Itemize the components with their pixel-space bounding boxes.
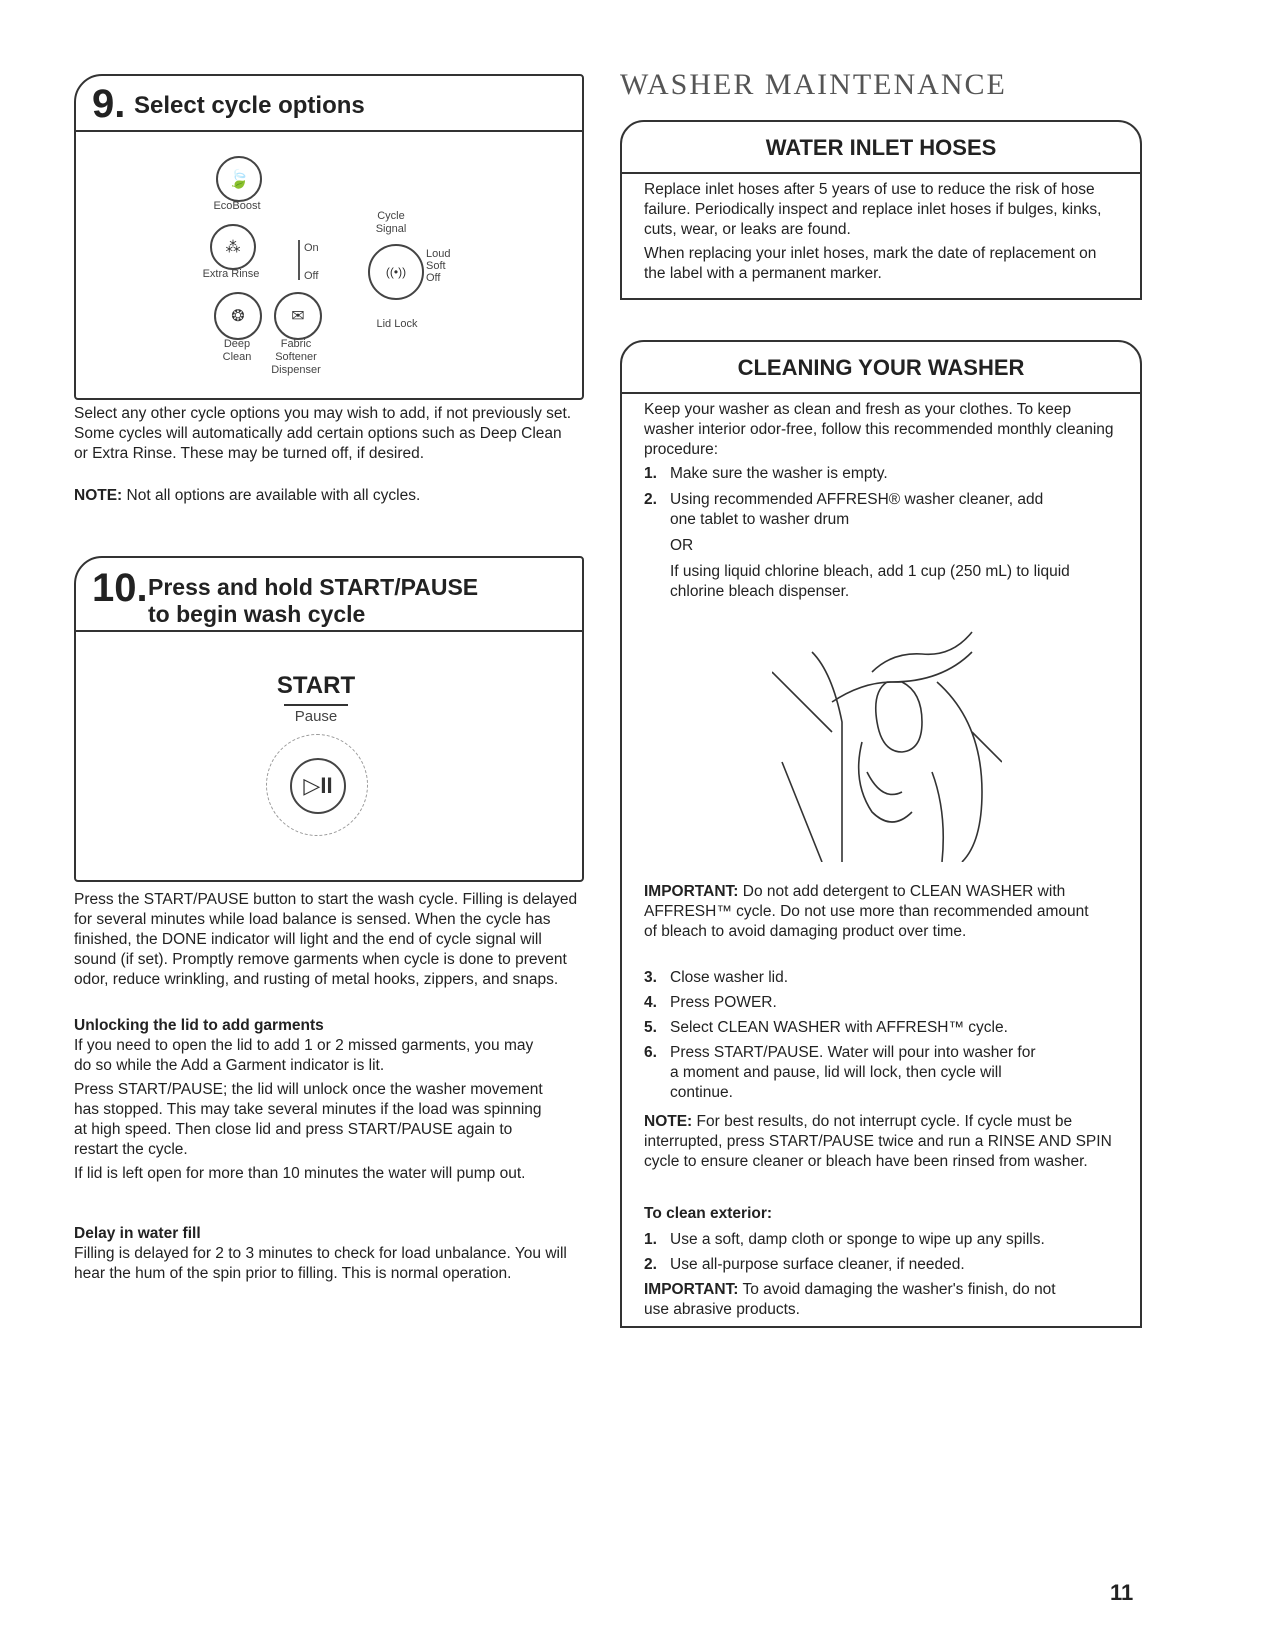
start-label: START	[276, 672, 356, 699]
cleaning-steps-a	[644, 464, 1124, 530]
water-inlet-paragraph-1: Replace inlet hoses after 5 years of use to reduce the risk of hose failure. Periodically inspect and replace inlet hoses if bulges, kinks, cuts, wear, or leaks are found.	[644, 181, 1102, 238]
water-inlet-header	[622, 122, 1140, 174]
signal-off-label: Off	[426, 272, 441, 284]
unlocking-paragraph-2: Press START/PAUSE; the lid will unlock once the washer movement has stopped. This may take several minutes if the load was spinning at high speed. Then close lid and press START/PAUSE again to restart the cycle.	[74, 1081, 543, 1158]
cleaning-header	[622, 342, 1140, 394]
cleaning-box	[620, 340, 1142, 1328]
pouring-bleach-illustration	[772, 612, 1002, 862]
cleaning-intro: Keep your washer as clean and fresh as your clothes. To keep washer interior odor-free, follow this recommended monthly cleaning procedure:	[644, 401, 1114, 458]
page-number: 11	[1110, 1580, 1134, 1605]
step10-header	[76, 558, 582, 632]
list-item: 1. Use a soft, damp cloth or sponge to wipe up any spills.	[644, 1231, 1045, 1248]
extra-rinse-icon: ⁂	[210, 224, 256, 270]
important2-label: IMPORTANT:	[644, 1281, 739, 1298]
cleaning-bleach-instruction: If using liquid chlorine bleach, add 1 cup (250 mL) to liquid chlorine bleach dispenser.	[670, 563, 1070, 600]
step10-title-line1: Press and hold START/PAUSE	[148, 574, 479, 600]
extra-rinse-switch-line	[298, 240, 300, 280]
cleaning-or: OR	[670, 537, 694, 554]
cycle-signal-icon: ((•))	[368, 244, 424, 300]
step10-box	[74, 556, 584, 882]
step9-header	[76, 76, 582, 132]
extra-rinse-label: Extra Rinse	[202, 268, 260, 280]
water-inlet-box	[620, 120, 1142, 300]
cleaning-note	[644, 1112, 1124, 1172]
step10-title-line2: to begin wash cycle	[148, 601, 366, 627]
cleaning-steps-c	[644, 1230, 1124, 1275]
fabric-softener-label: Fabric Softener Dispenser	[271, 338, 321, 376]
extra-rinse-on-label: On	[304, 242, 319, 254]
step9-title: Select cycle options	[134, 92, 365, 119]
step9-note-label: NOTE:	[74, 487, 123, 504]
cleaning-steps-b	[644, 968, 1084, 1103]
step9-note	[74, 486, 574, 506]
play-pause-icon: ▷II	[290, 758, 346, 814]
list-item: 2. Using recommended AFFRESH® washer cleaner, add one tablet to washer drum	[644, 491, 1044, 528]
exterior-heading: To clean exterior:	[644, 1205, 773, 1222]
start-underline	[284, 704, 348, 706]
deep-clean-label: Deep Clean	[222, 338, 252, 363]
cycle-signal-label: Cycle Signal	[375, 210, 407, 235]
step10-number: 10.	[92, 566, 148, 610]
list-item: 2. Use all-purpose surface cleaner, if needed.	[644, 1256, 965, 1273]
step9-number: 9.	[92, 82, 126, 126]
important2-text: To avoid damaging the washer's finish, do not use abrasive products.	[644, 1281, 1056, 1318]
unlocking-heading: Unlocking the lid to add garments	[74, 1017, 324, 1034]
cleaning-note-text: For best results, do not interrupt cycle. If cycle must be interrupted, press START/PAUSE twice and run a RINSE AND SPIN cycle to ensure cleaner or bleach have been rinsed from washer.	[644, 1113, 1112, 1170]
list-item: 4. Press POWER.	[644, 994, 777, 1011]
lid-lock-label: Lid Lock	[376, 318, 418, 330]
list-item: 3. Close washer lid.	[644, 969, 789, 986]
step9-note-text: Not all options are available with all cycles.	[122, 487, 421, 504]
extra-rinse-off-label: Off	[304, 270, 319, 282]
maintenance-title: WASHER MAINTENANCE	[620, 68, 1007, 101]
step9-box	[74, 74, 584, 400]
list-item: 1. Make sure the washer is empty.	[644, 465, 888, 482]
pause-label: Pause	[294, 708, 338, 725]
cleaning-title: CLEANING YOUR WASHER	[737, 355, 1025, 380]
cleaning-note-label: NOTE:	[644, 1113, 693, 1130]
list-item: 5. Select CLEAN WASHER with AFFRESH™ cycle.	[644, 1019, 1008, 1036]
signal-loud-label: Loud	[426, 248, 451, 260]
unlocking-paragraph-3: If lid is left open for more than 10 minutes the water will pump out.	[74, 1165, 526, 1182]
important-text: Do not add detergent to CLEAN WASHER with AFFRESH™ cycle. Do not use more than recommended amount of bleach to avoid damaging product over time.	[644, 883, 1089, 940]
list-item: 6. Press START/PAUSE. Water will pour into washer for a moment and pause, lid will lock, then cycle will continue.	[644, 1044, 1036, 1101]
water-inlet-paragraph-2: When replacing your inlet hoses, mark the date of replacement on the label with a permanent marker.	[644, 245, 1097, 282]
step10-paragraph: Press the START/PAUSE button to start the wash cycle. Filling is delayed for several minutes while load balance is sensed. When the cycle has finished, the DONE indicator will light and the end of cycle signal will sound (if set). Promptly remove garments when cycle is done to prevent odor, reduce wrinkling, and rusting of metal hooks, zippers, and snaps.	[74, 891, 578, 988]
ecoboost-label: EcoBoost	[213, 200, 261, 212]
delay-paragraph: Filling is delayed for 2 to 3 minutes to check for load unbalance. You will hear the hum of the spin prior to filling. This is normal operation.	[74, 1245, 567, 1282]
delay-heading: Delay in water fill	[74, 1225, 201, 1242]
important-label: IMPORTANT:	[644, 883, 739, 900]
ecoboost-icon: 🍃	[216, 156, 262, 202]
cleaning-important-2	[644, 1280, 1064, 1320]
signal-soft-label: Soft	[426, 260, 446, 272]
step9-paragraph: Select any other cycle options you may wish to add, if not previously set. Some cycles will automatically add certain options such as Deep Clean or Extra Rinse. These may be turned off, if desired.	[74, 405, 572, 462]
deep-clean-icon: ❂	[214, 292, 262, 340]
cleaning-important	[644, 882, 1094, 942]
unlocking-paragraph-1: If you need to open the lid to add 1 or 2 missed garments, you may do so while the Add a Garment indicator is lit.	[74, 1037, 534, 1074]
water-inlet-title: WATER INLET HOSES	[765, 135, 997, 160]
fabric-softener-icon: ✉	[274, 292, 322, 340]
